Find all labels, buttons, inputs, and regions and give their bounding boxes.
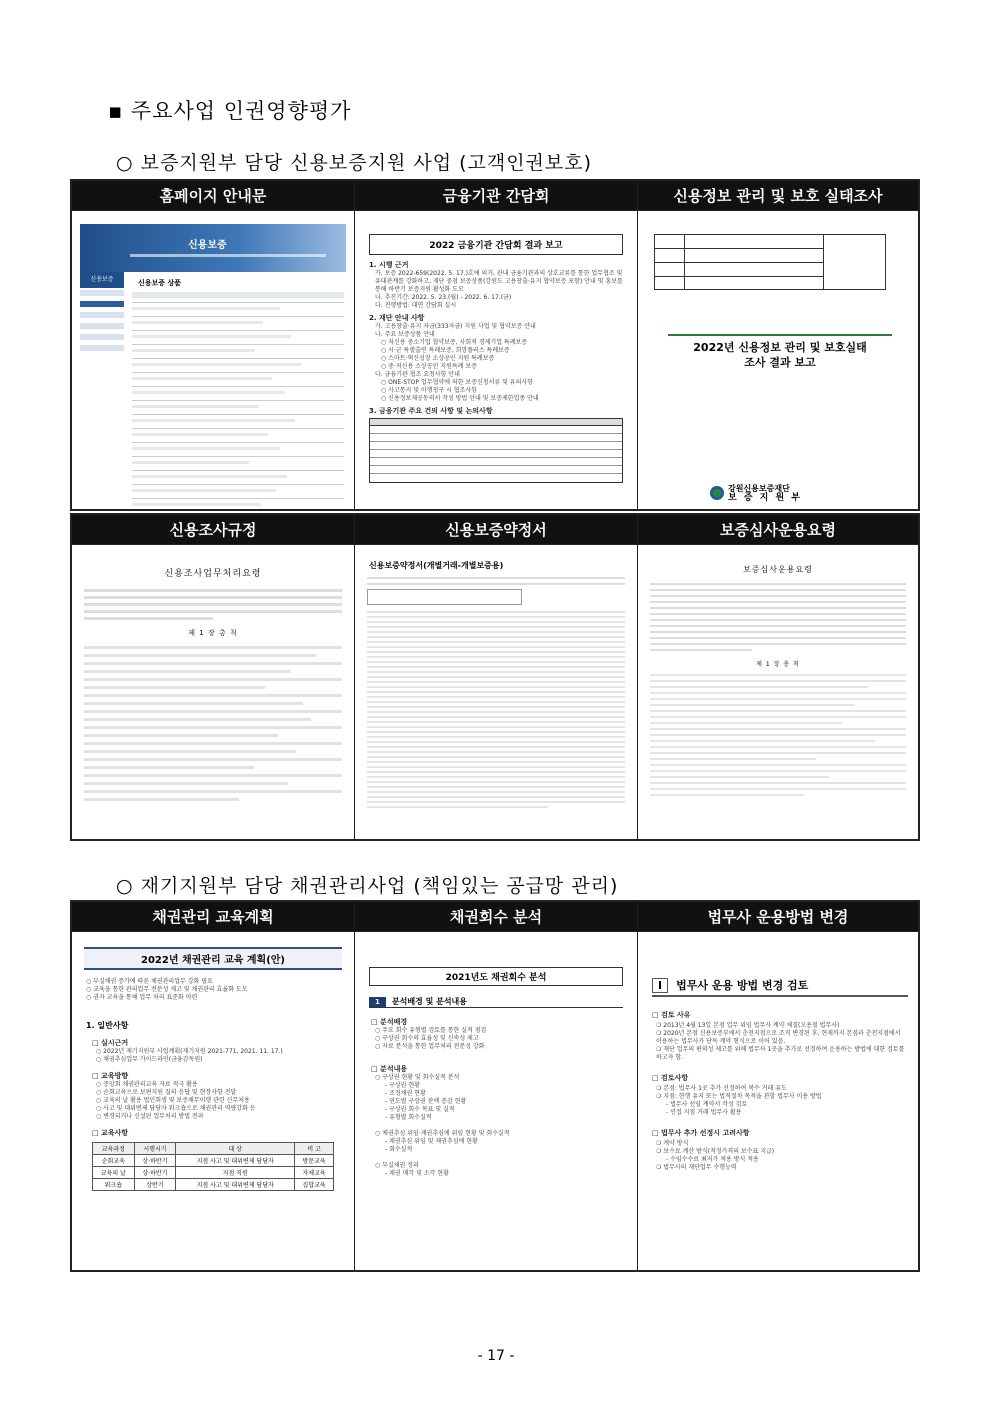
- section1-grid-row2: [70, 513, 920, 841]
- side-title: 신용보증: [80, 272, 124, 288]
- approval-table: [654, 234, 824, 290]
- signature-box: [824, 234, 886, 290]
- section2-title: ○ 재기지원부 담당 채권관리사업 (책임있는 공급망 관리): [116, 875, 619, 897]
- recovery-ct-line: - 채권추심 위임 및 재권추심에 현황: [385, 1138, 478, 1145]
- recovery-section-title: 분석배경 및 분석내용: [391, 997, 467, 1006]
- recovery-ct-line: - 채권 매각 및 소각 현황: [385, 1170, 449, 1177]
- meeting-line: 다. 금융기관 협조 요청사항 안내: [375, 371, 460, 378]
- meeting-body: [355, 261, 637, 483]
- table-cell: 자체교육: [295, 1167, 334, 1179]
- law-title: 법무사 운용 방법 변경 검토: [676, 979, 809, 992]
- recovery-contents: [371, 1065, 621, 1178]
- survey-thumbnail: [638, 212, 918, 509]
- recovery-ct-line: - 조정채권 현황: [385, 1090, 426, 1097]
- law-b-line: ❍ 지점: 현행 유지 또는 법적절차 목적을 관할 법무사 이용 방법: [656, 1093, 822, 1100]
- guarantee-review-cell: [638, 515, 918, 839]
- review-thumbnail: [638, 546, 918, 839]
- recovery-bg-line: ○ 자료 분석을 통한 업무처리 전문성 강화: [375, 1043, 485, 1050]
- law-c-heading: □ 법무사 추가 선정시 고려사항: [652, 1129, 750, 1137]
- recovery-ct-line: ○ 구상권 현황 및 회수실적 분석: [375, 1074, 460, 1081]
- law-b-line: - 인접 지점 거래 법무사 활용: [666, 1109, 742, 1116]
- edu-direction-line: ○ 변경되거나 신설된 업무처리 방법 전파: [96, 1113, 204, 1120]
- cell-header: 신용보증약정서: [355, 515, 637, 545]
- meeting-line: ○ ONE-STOP 업무협약에 의한 보증신청서류 및 유의사항: [381, 379, 533, 386]
- table-cell: 방문교육: [295, 1155, 334, 1167]
- contract-thumbnail: [355, 546, 637, 839]
- cell-header: 신용조사규정: [72, 515, 354, 545]
- table-row: [93, 1155, 334, 1167]
- meeting-line: 3. 금융기관 주요 건의 사항 및 논의사항: [369, 407, 493, 415]
- survey-title-line1: 2022년 신용정보 관리 및 보호실태: [693, 341, 867, 354]
- law-section-number: I: [652, 978, 668, 993]
- edu-basis: [92, 1039, 334, 1064]
- logo-line1: 강원신용보증재단: [728, 484, 790, 493]
- law-reason: [652, 1011, 908, 1062]
- edu-intro-line: ○ 부실채권 증가에 따른 채권관리업무 강화 필요: [86, 978, 213, 985]
- meeting-line: ○ 중·저신용 소상공인 지원특례 보증: [381, 363, 477, 370]
- recovery-ct-line: ○ 부실채권 정리: [375, 1162, 419, 1169]
- homepage-thumbnail: [72, 212, 354, 509]
- edu-schedule-heading: □ 교육사항: [92, 1129, 129, 1137]
- banner-subline: [130, 254, 326, 257]
- table-header: 교육과정: [93, 1143, 135, 1155]
- table-cell: 지점 직원: [176, 1167, 295, 1179]
- law-considerations: [652, 1129, 908, 1172]
- meeting-line: 나. 주요 보증상품 안내: [375, 331, 435, 338]
- table-cell: 지점 사고 및 대위변제 담당자: [176, 1155, 295, 1167]
- meeting-line: 가. 고용창출·유지 자금(333자금) 지원 사업 및 협약보증 안내: [375, 323, 536, 330]
- section1-grid-row1: [70, 179, 920, 511]
- rule-chapter: 제 1 장 총 칙: [188, 629, 238, 637]
- cell-header: 신용정보 관리 및 보호 실태조사: [638, 181, 918, 211]
- rule-revisions: [84, 589, 342, 620]
- meeting-line: ○ 시·군 특별출연 특례보증, 희망플러스 특례보증: [381, 347, 510, 354]
- rule-thumbnail: [72, 546, 354, 839]
- edu-basis-line: ○ 채권추심업무 가이드라인(금융감독원): [96, 1056, 203, 1063]
- section1-title: ○ 보증지원부 담당 신용보증지원 사업 (고객인권보호): [116, 152, 593, 174]
- homepage-banner: [80, 224, 346, 272]
- law-b-line: - 법무사 선임 계약서 작성 검토: [666, 1101, 748, 1108]
- edu-direction-line: ○ 사고 및 대위변제 담당자 워크숍으로 채권관리 역량강화 등: [96, 1105, 256, 1112]
- recovery-thumbnail: [355, 933, 637, 1270]
- edu-direction-heading: □ 교육방향: [92, 1072, 129, 1080]
- recovery-ct-line: - 연도별 구상권 잔액 증감 현황: [385, 1098, 467, 1105]
- recovery-ct-line: - 구상권 현황: [385, 1082, 420, 1089]
- credit-info-survey-cell: [638, 181, 918, 509]
- recovery-ct-line: - 유형별 회수실적: [385, 1114, 432, 1121]
- edu-basis-heading: □ 실시근거: [92, 1039, 129, 1047]
- list-title: 신용보증 상품: [138, 279, 182, 287]
- table-header: 시행시기: [134, 1143, 176, 1155]
- financial-meeting-cell: [355, 181, 638, 509]
- cell-header: 금융기관 간담회: [355, 181, 637, 211]
- law-a-heading: □ 검토 사유: [652, 1011, 691, 1019]
- edu-schedule-table: [92, 1142, 334, 1191]
- credit-investigation-rule-cell: [72, 515, 355, 839]
- edu-title: 2022년 채권관리 교육 계획(안): [84, 947, 342, 970]
- recovery-bg-line: ○ 구상권 회수의 효율성 및 신속성 제고: [375, 1035, 479, 1042]
- foundation-logo-icon: [710, 486, 724, 500]
- table-cell: 상·하반기: [134, 1155, 176, 1167]
- cell-header: 채권관리 교육계획: [72, 902, 354, 932]
- meeting-line: 1. 시행 근거: [369, 261, 409, 269]
- recovery-bg-heading: □ 분석배경: [371, 1018, 408, 1026]
- recovery-ct-heading: □ 분석내용: [371, 1065, 408, 1073]
- section2-grid: [70, 900, 920, 1272]
- meeting-line: ○ 스마트·혁신성장 소상공인 지원 특례보증: [381, 355, 495, 362]
- edu-intro: [86, 978, 340, 1002]
- table-row: [93, 1179, 334, 1191]
- cell-header: 법무사 운용방법 변경: [638, 902, 918, 932]
- table-cell: 지점 사고 및 대위변제 담당자: [176, 1179, 295, 1191]
- meeting-title: 2022 금융기관 간담회 결과 보고: [369, 234, 623, 255]
- recovery-title: 2021년도 채권회수 분석: [369, 967, 623, 986]
- rule-body: [84, 646, 342, 801]
- table-cell: 순회교육: [93, 1155, 135, 1167]
- side-menu: [80, 290, 124, 356]
- table-cell: 상·하반기: [134, 1167, 176, 1179]
- law-a-line: ❍ 2020년 본점 신용보증부에서 춘천지점으로 조직 변경된 후, 현재까지 본점과 춘천지점에서 이용하는 법무사가 단독 계약 형식으로 이어 있음.: [656, 1030, 901, 1045]
- meeting-line: ○ 사고통지 및 이행청구 시 협조사항: [381, 387, 477, 394]
- survey-title-line2: 조사 결과 보고: [744, 356, 816, 369]
- review-title: 보증심사운용요령: [743, 565, 813, 574]
- table-row: [93, 1167, 334, 1179]
- law-c-line: ❍ 법무사의 재단업무 수행능력: [656, 1164, 737, 1171]
- recovery-section-number: 1: [369, 997, 386, 1007]
- review-revisions: [650, 583, 906, 651]
- logo-line2: 보 증 지 원 부: [728, 493, 803, 503]
- edu-direction: [92, 1072, 334, 1121]
- table-header: 비 고: [295, 1143, 334, 1155]
- product-list: [132, 292, 344, 499]
- recovery-ct-line: - 회수실적: [385, 1146, 413, 1153]
- rule-title: 신용조사업무처리요령: [164, 569, 262, 579]
- table-cell: 교육의 날: [93, 1167, 135, 1179]
- table-cell: 집합교육: [295, 1179, 334, 1191]
- recovery-background: [371, 1018, 621, 1051]
- edu-direction-line: ○ 교육의 날 활용 법인회생 및 보증채무이행 관련 신무처용: [96, 1097, 250, 1104]
- bond-edu-plan-cell: [72, 902, 355, 1270]
- edu-section-heading: 1. 일반사항: [86, 1021, 129, 1030]
- guarantee-agreement-cell: [355, 515, 638, 839]
- foundation-logo-text: [728, 484, 802, 504]
- table-cell: 상반기: [134, 1179, 176, 1191]
- edu-plan-thumbnail: [72, 933, 354, 1270]
- contract-body: [367, 577, 625, 808]
- banner-title: 신용보증: [188, 240, 227, 251]
- review-chapter: 제 1 장 총 칙: [756, 661, 800, 668]
- edu-intro-line: ○ 권자 교육을 통해 업무 처리 표준화 마련: [86, 994, 198, 1001]
- law-a-line: ❍ 재단 업무의 편의성 제고를 위해 법무사 1곳을 추가로 선정하여 운용하는 방법에 대한 검토를 하고자 함.: [656, 1046, 905, 1061]
- meeting-table: [369, 418, 623, 483]
- meeting-line: 2. 재단 안내 사항: [369, 314, 425, 322]
- law-a-line: ❍ 2013년 4월 13일 본점 업무 위임 법무사 계약 체결(오용철 법무사): [656, 1022, 840, 1029]
- homepage-notice-cell: [72, 181, 355, 509]
- recovery-bg-line: ○ 주요 회수 유형별 검토를 통한 실적 점검: [375, 1027, 487, 1034]
- law-b-heading: □ 검토사항: [652, 1074, 689, 1082]
- law-thumbnail: [638, 933, 918, 1270]
- edu-basis-line: ○ 2022년 재기지원부 사업계획(재기지원 2021-771, 2021. 11. 17.): [96, 1048, 283, 1055]
- law-c-line: ❍ 계약 방식: [656, 1140, 689, 1147]
- law-c-line: ❍ 보수료 계산 방식(적정가격의 보수표 지급): [656, 1148, 775, 1155]
- law-review-items: [652, 1074, 908, 1117]
- table-cell: 워크숍: [93, 1179, 135, 1191]
- law-firm-change-cell: [638, 902, 918, 1270]
- edu-schedule: [92, 1129, 334, 1191]
- cell-header: 보증심사운용요령: [638, 515, 918, 545]
- survey-title-block: [668, 334, 892, 370]
- page-number: - 17 -: [477, 1348, 515, 1364]
- cell-header: 채권회수 분석: [355, 902, 637, 932]
- edu-direction-line: ○ 순회교육으로 보편지원 질의 응답 및 현장사항 전달: [96, 1089, 237, 1096]
- review-body: [650, 674, 906, 796]
- recovery-ct-line: ○ 채권추심 위임·재권추심에 위임 현황 및 회수실적: [375, 1130, 510, 1137]
- contract-title: 신용보증약정서(개별거래-개별보증용): [369, 561, 504, 570]
- meeting-line: ○ 신용정보제공동의서 작성 방법 안내 및 보증제한업종 안내: [381, 395, 539, 402]
- recovery-section-bar: [369, 996, 623, 1008]
- meeting-line: ○ 저신용 중소기업 협약보증, 사회적 경제기업 특례보증: [381, 339, 528, 346]
- cell-header: 홈페이지 안내문: [72, 181, 354, 211]
- bond-recovery-analysis-cell: [355, 902, 638, 1270]
- law-title-bar: [652, 977, 908, 997]
- meeting-line: 나. 추진기간: 2022. 5. 23.(월) - 2022. 6. 17.(금): [375, 294, 512, 301]
- law-c-line: - 수임수수료 최저가 적용 방식 적용: [666, 1156, 759, 1163]
- meeting-line: 가. 보증 2022-659(2022. 5. 17.)호에 의거, 관내 금융기관과의 상호교류를 통한 업무협조 및 유대관계를 강화하고, 재단 중점 보증상품(강원도 고용창출·유지 협약보증 포함) 안내 및 홍보를 통해 하반기 보증지원 활성화 도모: [375, 270, 623, 293]
- law-b-line: ❍ 본점: 법무사 1곳 추가 선정하여 복수 거래 유도: [656, 1085, 787, 1092]
- meeting-thumbnail: [355, 212, 637, 509]
- page-heading: ▪ 주요사업 인권영향평가: [108, 99, 352, 123]
- table-header: 대 상: [176, 1143, 295, 1155]
- edu-intro-line: ○ 교육을 통한 관리업무 전문성 제고 및 채권관리 효율화 도모: [86, 986, 248, 993]
- edu-direction-line: ○ 증앙회 채권관리교육 자료 적극 활용: [96, 1081, 198, 1088]
- recovery-ct-line: - 구상권 회수 목표 및 실적: [385, 1106, 455, 1113]
- meeting-line: 다. 진행방법: 대면 간담회 실시: [375, 302, 457, 309]
